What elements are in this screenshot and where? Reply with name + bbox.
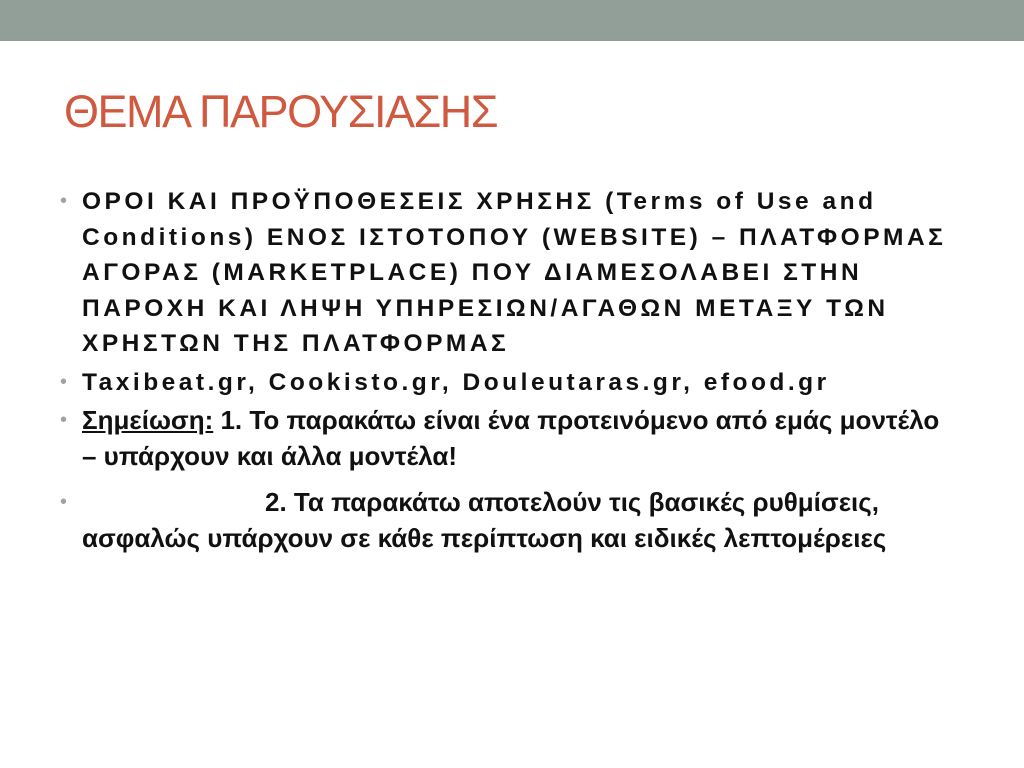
- bullet-dot: •: [60, 491, 68, 513]
- slide-title: ΘΕΜΑ ΠΑΡΟΥΣΙΑΣΗΣ: [64, 86, 498, 137]
- bullet-item-terms: [60, 184, 960, 362]
- bullet-text: 2. Τα παρακάτω αποτελούν τις βασικές ρυθμίσεις, ασφαλώς υπάρχουν σε κάθε περίπτωση και ειδικές λεπτομέρειες: [82, 487, 887, 553]
- bullet-dot: •: [60, 409, 68, 431]
- bullet-item-examples: [60, 365, 960, 401]
- bullet-item-note-2: [60, 485, 960, 556]
- bullet-dot: •: [60, 370, 71, 393]
- bullet-text: ΟΡΟΙ ΚΑΙ ΠΡΟΫΠΟΘΕΣΕΙΣ ΧΡΗΣΗΣ (Terms of Use and Conditions) ΕΝΟΣ ΙΣΤΟΤΟΠΟΥ (WEBSITE) – ΠΛΑΤΦΟΡΜΑΣ ΑΓΟΡΑΣ (MARKETPLACE) ΠΟΥ ΔΙΑΜΕΣΟΛΑΒΕΙ ΣΤΗΝ ΠΑΡΟΧΗ ΚΑΙ ΛΗΨΗ ΥΠΗΡΕΣΙΩΝ/ΑΓΑΘΩΝ ΜΕΤΑΞΥ ΤΩΝ ΧΡΗΣΤΩΝ ΤΗΣ ΠΛΑΤΦΟΡΜΑΣ: [82, 188, 947, 357]
- top-band: [0, 0, 1024, 41]
- bullet-dot: •: [60, 190, 71, 212]
- bullet-item-note-1: [60, 403, 960, 474]
- bullet-text: Taxibeat.gr, Cookisto.gr, Douleutaras.gr, efood.gr: [82, 368, 830, 396]
- bullet-list: [60, 184, 960, 567]
- bullet-text: 1. Το παρακάτω είναι ένα προτεινόμενο από εμάς μοντέλο – υπάρχουν και άλλα μοντέλα!: [82, 405, 940, 471]
- note-label: Σημείωση:: [82, 405, 214, 435]
